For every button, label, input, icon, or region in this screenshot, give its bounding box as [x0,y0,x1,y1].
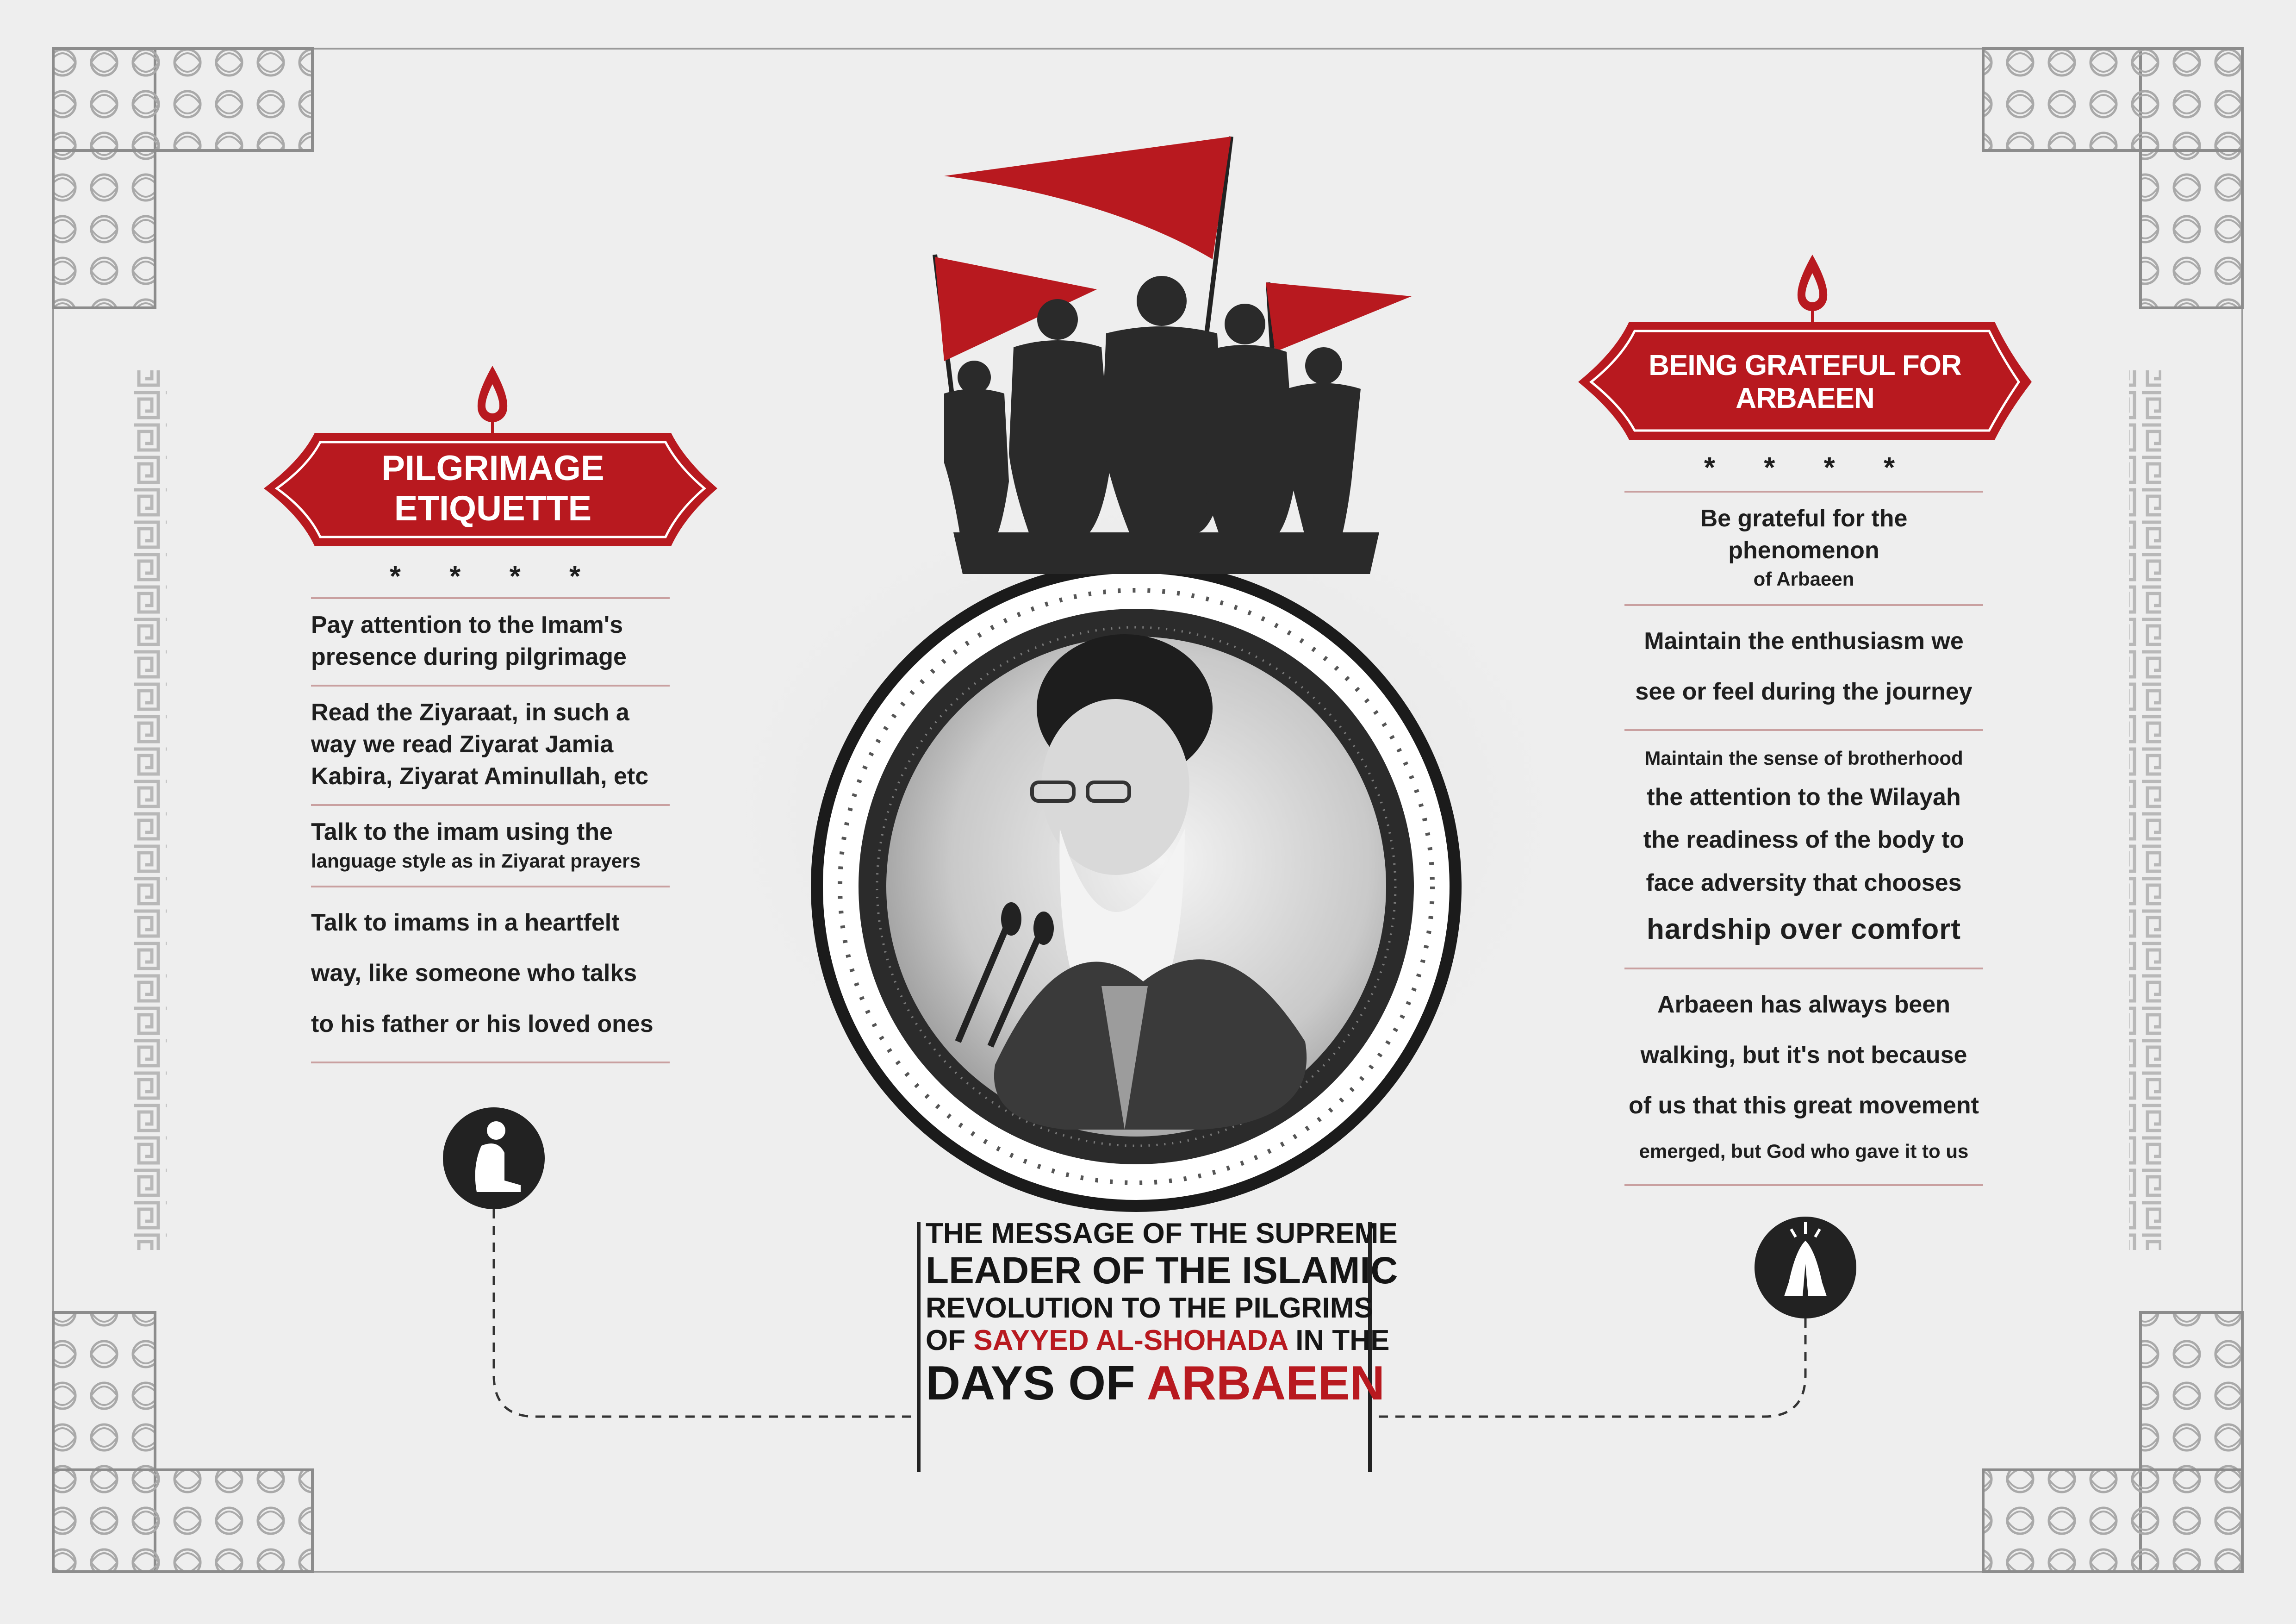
list-item: Maintain the sense of brotherhood the attention to the Wilayah the readiness of the body to face adversity that chooses hardship over comfort [1624,729,1983,968]
heading-pilgrimage-etiquette: PILGRIMAGE ETIQUETTE [381,449,604,528]
corner-ornament-bottom-left [53,1312,312,1572]
list-item: Pay attention to the Imam's presence during pilgrimage [311,597,670,685]
left-list [311,597,670,1063]
right-list [1624,491,1983,1186]
praying-person-icon [443,1107,545,1209]
corner-ornament-top-right [1983,49,2242,308]
corner-ornament-bottom-right [1983,1312,2242,1572]
heading-being-grateful: BEING GRATEFUL FOR ARBAEEN [1649,350,1961,414]
list-item: Be grateful for the phenomenon of Arbaeen [1624,491,1983,604]
list-item: Read the Ziyaraat, in such a way we read Ziyarat Jamia Kabira, Ziyarat Aminullah, etc [311,685,670,804]
stars-divider-left: * * * * [389,561,601,593]
corner-ornament-top-left [53,49,312,308]
poster-title: THE MESSAGE OF THE SUPREME LEADER OF THE ISLAMIC REVOLUTION TO THE PILGRIMS OF SAYYED AL-SHOHADA IN THE DAYS OF ARBAEEN [926,1218,1398,1411]
praying-hands-icon [1755,1217,1856,1318]
stars-divider-right: * * * * [1704,452,1916,484]
list-item: Talk to the imam using the language style as in Ziyarat prayers [311,804,670,886]
portrait-medallion [817,567,1456,1206]
list-item: Maintain the enthusiasm we see or feel during the journey [1624,604,1983,729]
list-item: Talk to imams in a heartfelt way, like someone who talks to his father or his loved ones [311,886,670,1063]
list-item: Arbaeen has always been walking, but it's not because of us that this great movement emerged, but God who gave it to us [1624,968,1983,1186]
